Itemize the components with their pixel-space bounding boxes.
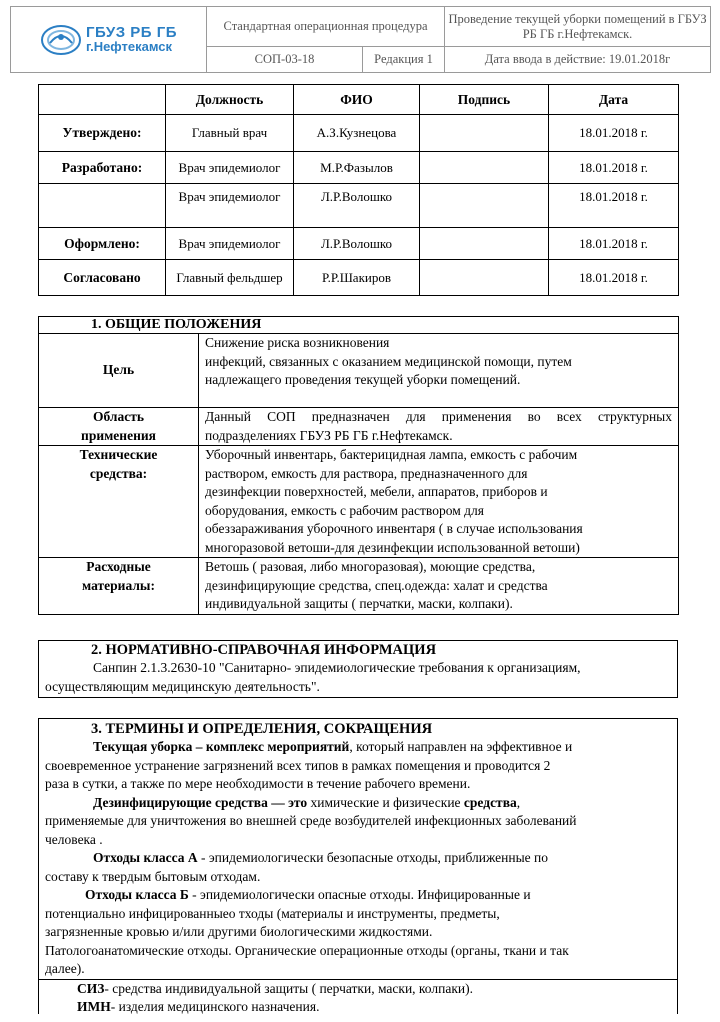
doc-type: Стандартная операционная процедура — [207, 7, 445, 47]
term-text: применяемые для уничтожения во внешней среде возбудителей инфекционных заболеваний — [45, 813, 577, 828]
approval-row — [39, 260, 679, 296]
approval-label: Оформлено: — [39, 228, 166, 260]
tech-means-line: дезинфекции поверхностей, мебели, аппаратов, приборов и — [205, 484, 548, 499]
term-ppe — [39, 980, 677, 999]
col-header-label — [39, 85, 166, 115]
goal-key: Цель — [39, 334, 199, 408]
scope-key — [39, 408, 199, 446]
consumables-key-line: Расходные — [86, 559, 151, 574]
approval-row — [39, 152, 679, 184]
scope-row — [39, 408, 679, 446]
consumables-line: дезинфицирующие средства, спец.одежда: халат и средства — [205, 577, 548, 593]
tech-means-key-line: средства: — [89, 465, 148, 481]
term-name: Дезинфицирующие средства — это — [93, 794, 308, 810]
term-text: , который направлен на эффективное и — [349, 739, 573, 754]
term-name: средства — [463, 794, 517, 810]
consumables-value — [199, 558, 679, 615]
doc-code: СОП-03-18 — [207, 47, 363, 73]
approval-date: 18.01.2018 г. — [549, 152, 679, 184]
term-text: своевременное устранение загрязнений всех типов в рамках помещения и проводится 2 — [45, 757, 551, 773]
tech-means-line: оборудования, емкость с рабочим раствором для — [205, 502, 484, 518]
term-text: потенциально инфицированныео тходы (материалы и инструменты, предметы, — [45, 905, 500, 921]
approval-label: Согласовано — [39, 260, 166, 296]
term-text: химические и физические — [307, 794, 464, 810]
tech-means-line: раствором, емкость для раствора, предназначенного для — [205, 465, 528, 481]
consumables-row — [39, 558, 679, 615]
term-text: - эпидемиологически безопасные отходы, приближенные по — [197, 850, 548, 865]
hospital-emblem-icon — [40, 23, 82, 57]
consumables-line: Ветошь ( разовая, либо многоразовая), моющие средства, — [205, 559, 536, 574]
section3-title: 3. ТЕРМИНЫ И ОПРЕДЕЛЕНИЯ, СОКРАЩЕНИЯ — [91, 721, 433, 737]
consumables-key-line: материалы: — [82, 577, 155, 593]
section1-title: 1. ОБЩИЕ ПОЛОЖЕНИЯ — [39, 317, 679, 334]
logo-cell — [11, 7, 207, 73]
term-text: - изделия медицинского назначения. — [110, 999, 320, 1014]
effective-date: Дата ввода в действие: 19.01.2018г — [445, 47, 711, 73]
approval-date: 18.01.2018 г. — [549, 228, 679, 260]
goal-row — [39, 334, 679, 408]
general-provisions-table — [38, 316, 679, 615]
approval-name: А.З.Кузнецова — [294, 115, 420, 152]
col-header-date: Дата — [549, 85, 679, 115]
goal-line: надлежащего проведения текущей уборки помещений. — [205, 372, 521, 387]
approval-row — [39, 115, 679, 152]
approval-name: Р.Р.Шакиров — [294, 260, 420, 296]
approval-signature — [420, 184, 549, 228]
approval-position: Врач эпидемиолог — [166, 184, 294, 228]
logo-line1: ГБУЗ РБ ГБ — [85, 23, 178, 41]
section2-title: 2. НОРМАТИВНО-СПРАВОЧНАЯ ИНФОРМАЦИЯ — [91, 642, 437, 658]
tech-means-line: обеззараживания уборочного инвентаря ( в случае использования — [205, 521, 583, 536]
scope-value: Данный СОП предназначен для применения во всех структурных подразделениях ГБУЗ РБ ГБ г.Нефтекамск. — [199, 408, 679, 446]
doc-title: Проведение текущей уборки помещений в ГБУЗ РБ ГБ г.Нефтекамск. — [445, 7, 711, 47]
term-waste-class-a — [39, 849, 677, 886]
tech-means-line: многоразовой ветоши-для дезинфекции использованной ветоши) — [205, 539, 580, 555]
goal-value — [199, 334, 679, 408]
tech-means-value — [199, 446, 679, 558]
term-disinfectants — [39, 794, 677, 850]
col-header-signature: Подпись — [420, 85, 549, 115]
term-text: - эпидемиологически опасные отходы. Инфицированные и — [188, 887, 531, 902]
term-text: Патологоанатомические отходы. Органические операционные отходы (органы, ткани и так — [45, 942, 569, 958]
approval-signature — [420, 260, 549, 296]
term-name: Отходы класса Б — [85, 887, 189, 902]
term-text: составу к твердым бытовым отходам. — [45, 868, 261, 884]
approval-date: 18.01.2018 г. — [549, 184, 679, 228]
term-name: СИЗ — [77, 980, 105, 996]
col-header-name: ФИО — [294, 85, 420, 115]
hospital-logo — [13, 23, 204, 57]
tech-means-row — [39, 446, 679, 558]
term-text: раза в сутки, а также по мере необходимости в течение рабочего времени. — [45, 776, 471, 791]
term-text: загрязненные кровью и/или другими биологическими жидкостями. — [45, 924, 433, 939]
goal-line: инфекций, связанных с оказанием медицинской помощи, путем — [205, 353, 572, 369]
approval-signature — [420, 115, 549, 152]
tech-means-key-line: Технические — [79, 447, 158, 462]
term-text: , — [516, 794, 521, 810]
scope-key-line: применения — [81, 427, 156, 443]
approval-table — [38, 84, 679, 296]
consumables-key — [39, 558, 199, 615]
col-header-position: Должность — [166, 85, 294, 115]
document-header — [10, 6, 711, 73]
approval-signature — [420, 152, 549, 184]
scope-key-line: Область — [92, 409, 144, 424]
doc-edition: Редакция 1 — [363, 47, 445, 73]
consumables-line: индивидуальной защиты ( перчатки, маски, колпаки). — [205, 596, 513, 611]
term-name: Текущая уборка – комплекс мероприятий — [93, 739, 350, 754]
normative-line1: Санпин 2.1.3.2630-10 "Санитарно- эпидемиологические требования к организациям, — [93, 660, 581, 675]
term-name: ИМН — [77, 999, 111, 1014]
approval-date: 18.01.2018 г. — [549, 115, 679, 152]
approval-position: Главный врач — [166, 115, 294, 152]
approval-name: М.Р.Фазылов — [294, 152, 420, 184]
terms-box — [38, 718, 678, 1014]
term-medical-devices — [39, 998, 677, 1017]
normative-info-box — [38, 640, 678, 698]
term-text: - средства индивидуальной защиты ( перчатки, маски, колпаки). — [104, 980, 473, 996]
approval-position: Врач эпидемиолог — [166, 228, 294, 260]
approval-signature — [420, 228, 549, 260]
tech-means-line: Уборочный инвентарь, бактерицидная лампа, емкость с рабочим — [205, 447, 578, 462]
term-text: далее). — [45, 961, 85, 976]
approval-position: Главный фельдшер — [166, 260, 294, 296]
term-text: человека . — [45, 831, 103, 847]
normative-line2: осуществляющим медицинскую деятельность". — [45, 678, 320, 694]
approval-label — [39, 184, 166, 228]
logo-line2: г.Нефтекамск — [85, 38, 173, 54]
term-name: Отходы класса А — [93, 850, 198, 865]
approval-header-row — [39, 85, 679, 115]
goal-line: Снижение риска возникновения — [205, 335, 390, 350]
approval-position: Врач эпидемиолог — [166, 152, 294, 184]
approval-row — [39, 184, 679, 228]
term-current-cleaning — [39, 738, 677, 794]
term-waste-class-b — [39, 886, 677, 979]
approval-name: Л.Р.Волошко — [294, 184, 420, 228]
approval-date: 18.01.2018 г. — [549, 260, 679, 296]
approval-row — [39, 228, 679, 260]
approval-label: Утверждено: — [39, 115, 166, 152]
tech-means-key — [39, 446, 199, 558]
approval-name: Л.Р.Волошко — [294, 228, 420, 260]
approval-label: Разработано: — [39, 152, 166, 184]
